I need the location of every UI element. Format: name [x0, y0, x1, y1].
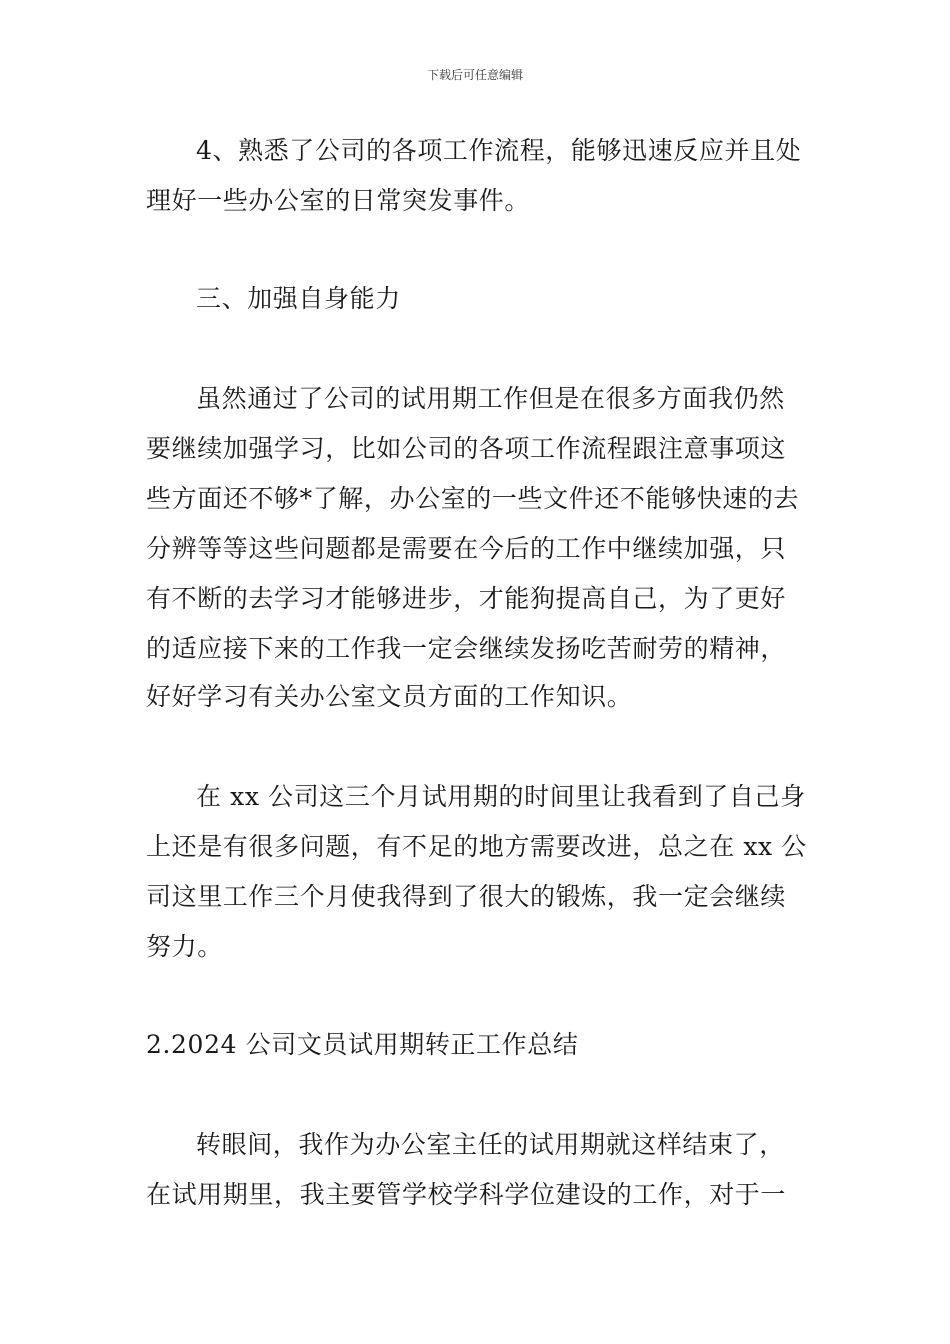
paragraph-line: 有不断的去学习才能够进步，才能狗提高自己，为了更好 — [146, 584, 787, 613]
paragraph-line: 的适应接下来的工作我一定会继续发扬吃苦耐劳的精神， — [146, 634, 787, 663]
paragraph-line: 在试用期里，我主要管学校学科学位建设的工作，对于一 — [146, 1180, 787, 1209]
paragraph-line: 要继续加强学习，比如公司的各项工作流程跟注意事项这 — [146, 434, 787, 463]
paragraph-line: 4、熟悉了公司的各项工作流程，能够迅速反应并且处 — [196, 136, 802, 165]
paragraph-line: 好好学习有关办公室文员方面的工作知识。 — [146, 682, 633, 711]
paragraph-line: 努力。 — [146, 932, 223, 961]
paragraph-line: 理好一些办公室的日常突发事件。 — [146, 186, 531, 215]
paragraph-line: 上还是有很多问题，有不足的地方需要改进，总之在 xx 公 — [146, 832, 807, 861]
paragraph-line: 转眼间，我作为办公室主任的试用期就这样结束了， — [196, 1130, 785, 1159]
paragraph-line: 司这里工作三个月使我得到了很大的锻炼，我一定会继续 — [146, 882, 787, 911]
paragraph-line: 分辨等等这些问题都是需要在今后的工作中继续加强，只 — [146, 534, 787, 563]
page-header: 下载后可任意编辑 — [426, 68, 523, 82]
section-title: 2.2024 公司文员试用期转正工作总结 — [146, 1030, 579, 1059]
section-heading: 三、加强自身能力 — [196, 284, 401, 313]
paragraph-line: 虽然通过了公司的试用期工作但是在很多方面我仍然 — [196, 384, 785, 413]
paragraph-line: 在 xx 公司这三个月试用期的时间里让我看到了自己身 — [196, 782, 806, 811]
paragraph-line: 些方面还不够*了解，办公室的一些文件还不能够快速的去 — [146, 484, 800, 513]
